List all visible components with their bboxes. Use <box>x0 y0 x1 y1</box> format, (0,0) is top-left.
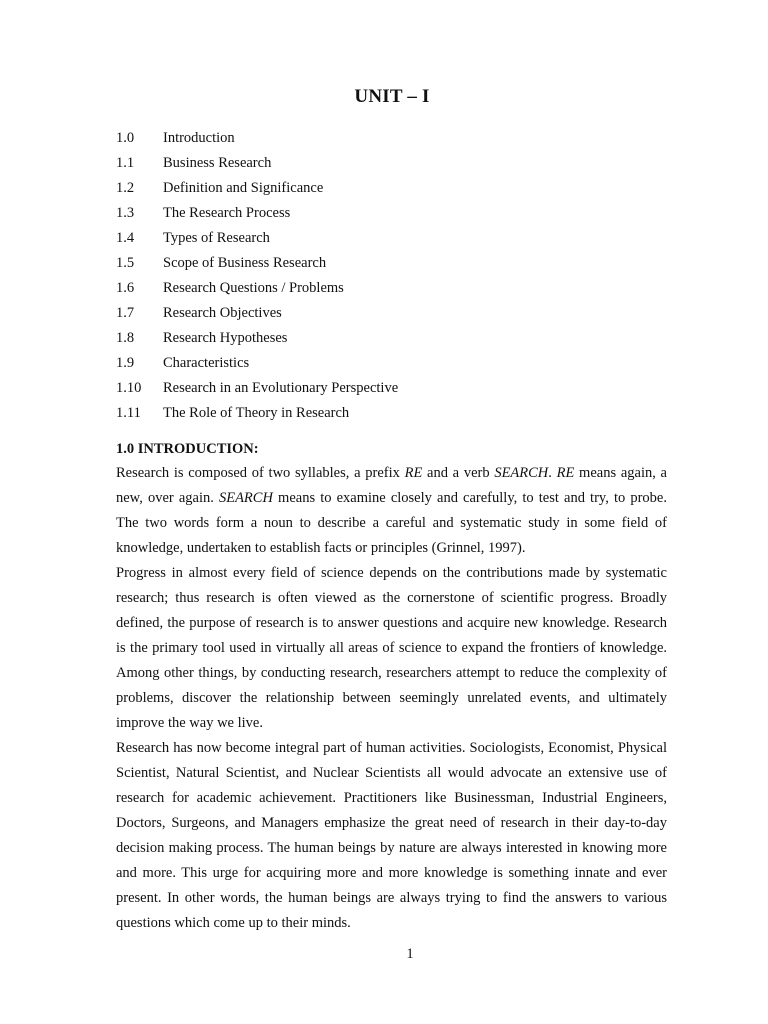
toc-title: The Research Process <box>163 205 291 221</box>
toc-title: Research Hypotheses <box>163 330 288 346</box>
text-run-italic: SEARCH <box>494 465 549 481</box>
page-number: 1 <box>406 946 414 962</box>
toc-item <box>116 276 676 301</box>
toc-number: 1.6 <box>116 280 135 296</box>
toc-item <box>116 176 676 201</box>
toc-title: Research in an Evolutionary Perspective <box>163 380 399 396</box>
toc-title: Characteristics <box>163 355 250 371</box>
table-of-contents <box>116 126 676 426</box>
toc-title: Types of Research <box>163 230 270 246</box>
toc-number: 1.10 <box>116 380 142 396</box>
text-run-italic: RE <box>404 465 423 481</box>
toc-title: Scope of Business Research <box>163 255 327 271</box>
toc-number: 1.4 <box>116 230 135 246</box>
text-run: means again, a new, over again. <box>116 465 667 506</box>
paragraph <box>116 461 667 561</box>
toc-item <box>116 251 676 276</box>
toc-item <box>116 401 676 426</box>
text-run: Research is composed of two syllables, a prefix <box>116 465 405 481</box>
toc-item <box>116 226 676 251</box>
paragraph: Progress in almost every field of science depends on the contributions made by systematic research; thus research is often viewed as the cornerstone of scientific progress. Broadly defined, the purpose of research is to answer questions and acquire new knowledge. Research is the primary tool used in virtually all areas of science to expand the frontiers of knowledge. Among other things, by conducting research, researchers attempt to reduce the complexity of problems, discover the relationship between seemingly unrelated events, and ultimately improve the way we live. <box>116 565 667 731</box>
toc-item <box>116 376 676 401</box>
toc-title: The Role of Theory in Research <box>163 405 350 421</box>
unit-title: UNIT – I <box>354 86 430 107</box>
text-run: and a verb <box>422 465 495 481</box>
toc-item <box>116 201 676 226</box>
toc-item <box>116 301 676 326</box>
toc-title: Introduction <box>163 130 235 146</box>
toc-number: 1.5 <box>116 255 135 271</box>
text-run-italic: SEARCH <box>218 490 273 506</box>
toc-number: 1.3 <box>116 205 135 221</box>
text-run: . <box>548 465 557 481</box>
toc-title: Definition and Significance <box>163 180 324 196</box>
toc-number: 1.8 <box>116 330 135 346</box>
toc-number: 1.1 <box>116 155 135 171</box>
paragraph: Research has now become integral part of human activities. Sociologists, Economist, Physical Scientist, Natural Scientist, and Nuclear Scientists all would advocate an extensive use of research for academic achievement. Practitioners like Businessman, Industrial Engineers, Doctors, Surgeons, and Managers emphasize the great need of research in their day-to-day decision making process. The human beings by nature are always interested in knowing more and more. This urge for acquiring more and more knowledge is something innate and ever present. In other words, the human beings are always trying to find the answers to various questions which come up to their minds. <box>116 740 667 931</box>
toc-title: Research Objectives <box>163 305 282 321</box>
text-run: means to examine closely and carefully, to test and try, to probe. The two words form a noun to describe a careful and systematic study in some field of knowledge, undertaken to establish facts or principles (Grinnel, 1997). <box>116 490 667 556</box>
toc-item <box>116 351 676 376</box>
toc-item <box>116 126 676 151</box>
section-heading: 1.0 INTRODUCTION: <box>116 441 259 457</box>
toc-item <box>116 326 676 351</box>
text-run-italic: RE <box>556 465 575 481</box>
toc-title: Research Questions / Problems <box>163 280 344 296</box>
toc-number: 1.7 <box>116 305 135 321</box>
toc-number: 1.11 <box>116 405 141 421</box>
toc-title: Business Research <box>163 155 272 171</box>
toc-number: 1.0 <box>116 130 135 146</box>
body-text <box>116 461 667 936</box>
toc-item <box>116 151 676 176</box>
toc-number: 1.2 <box>116 180 135 196</box>
toc-number: 1.9 <box>116 355 135 371</box>
